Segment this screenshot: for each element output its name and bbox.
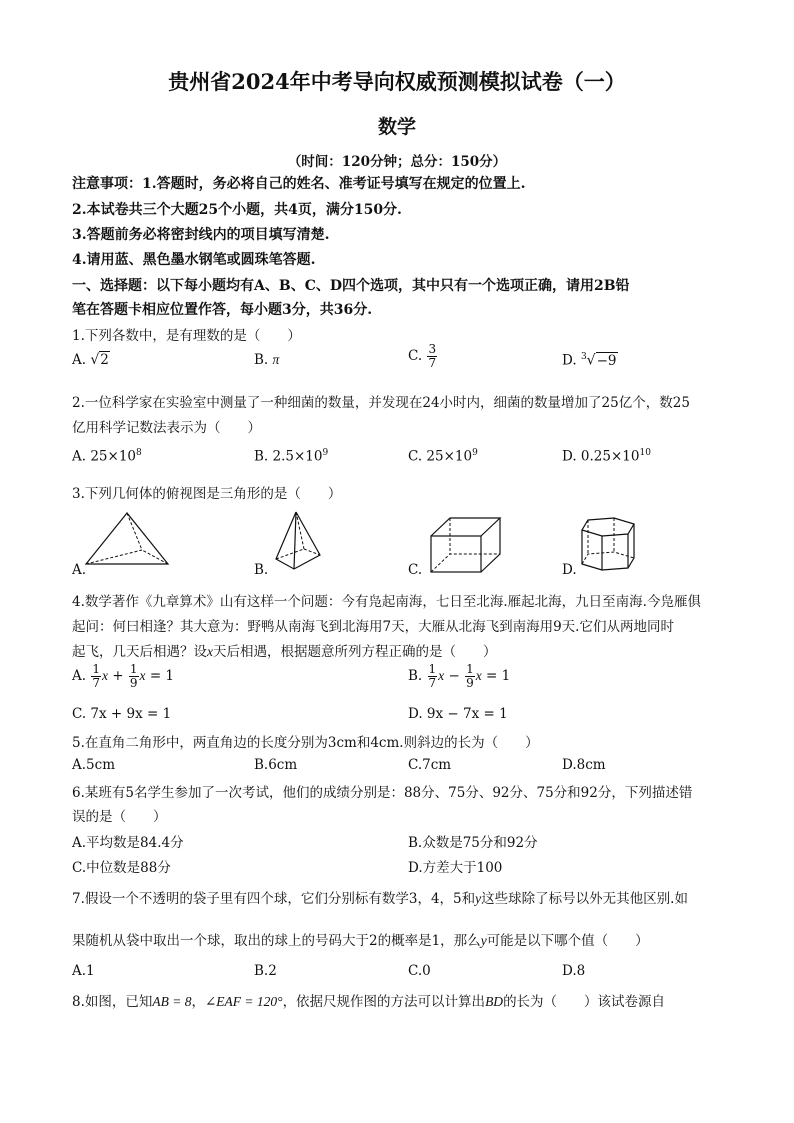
question-7-stem-cont: 果随机从袋中取出一个球，取出的球上的号码大于2的概率是1，那么y可能是以下哪个值（ ） — [72, 933, 649, 949]
q7-option-c: C.0 — [408, 963, 431, 979]
q1-option-a: A. √2 — [72, 352, 109, 368]
note-line: 4.请用蓝、黑色墨水钢笔或圆珠笔答题. — [72, 252, 316, 268]
q3-label-d: D. — [562, 562, 577, 578]
q6-option-c: C.中位数是88分 — [72, 860, 171, 876]
figure-cuboid — [428, 514, 508, 576]
q4-option-b: B. $\frac{1}{7}$ x − $\frac{1}{9}$ x = 1 — [408, 662, 511, 690]
q4-option-a: A. $\frac{1}{7}$ x + $\frac{1}{9}$ x = 1 — [72, 662, 175, 690]
section-heading: 一、选择题：以下每小题均有A、B、C、D四个选项，其中只有一个选项正确，请用2B铅 — [72, 278, 630, 294]
q2-option-a: A. $25\times 10^8$ — [72, 448, 142, 465]
note-line: 注意事项：1.答题时，务必将自己的姓名、准考证号填写在规定的位置上. — [72, 176, 526, 192]
figure-hexagonal-prism — [578, 516, 640, 576]
question-4-stem: 4.数学著作《九章算术》山有这样一个问题：今有凫起南海，七日至北海.雁起北海，九日至南海.今凫雁俱 — [72, 594, 701, 610]
q5-option-b: B.6cm — [254, 757, 298, 773]
question-8-stem: 8.如图，已知AB = 8，∠EAF = 120°，依据尺规作图的方法可以计算出BD的长为（ ）该试卷源自 — [72, 994, 666, 1010]
fraction: $\frac{3}{7}$ — [428, 342, 437, 370]
exam-title: 贵州省2024年中考导向权威预测模拟试卷（一） — [168, 69, 626, 94]
question-2-stem: 2.一位科学家在实验室中测量了一种细菌的数量，并发现在24小时内，细菌的数量增加了25亿个，数25 — [72, 395, 690, 411]
question-2-stem-cont: 亿用科学记数法表示为（ ） — [72, 420, 261, 436]
sqrt-radicand: 2 — [100, 352, 109, 368]
q5-option-c: C.7cm — [408, 757, 452, 773]
q2-option-c: C. $25\times 10^9$ — [408, 448, 478, 465]
subject-heading: 数学 — [377, 116, 416, 138]
q4-option-d: D. 9x − 7x = 1 — [408, 706, 508, 722]
question-6-stem-cont: 误的是（ ） — [72, 809, 167, 825]
note-line: 3.答题前务必将密封线内的项目填写清楚. — [72, 227, 330, 243]
q7-option-d: D.8 — [562, 963, 586, 979]
question-1-stem: 1.下列各数中，是有理数的是（ ） — [72, 328, 301, 344]
q5-option-a: A.5cm — [72, 757, 115, 773]
question-7-stem: 7.假设一个不透明的袋子里有四个球，它们分别标有数学3，4，5和y这些球除了标号以外无其他区别.如 — [72, 891, 688, 907]
option-label: C. — [408, 348, 423, 364]
sqrt-radicand: −9 — [596, 352, 617, 369]
figure-square-pyramid — [268, 509, 328, 577]
q6-option-b: B.众数是75分和92分 — [408, 835, 538, 851]
question-4-stem-cont: 起问：何曰相逢？其大意为：野鸭从南海飞到北海用7天，大雁从北海飞到南海用9天.它们从两地同时 — [72, 619, 674, 635]
q2-option-d: D. $0.25\times 10^{10}$ — [562, 448, 651, 465]
option-label: B. — [254, 352, 269, 368]
q5-option-d: D.8cm — [562, 757, 606, 773]
q6-option-d: D.方差大于100 — [408, 860, 503, 876]
q3-label-a: A. — [72, 562, 87, 578]
q6-option-a: A.平均数是84.4分 — [72, 835, 184, 851]
question-6-stem: 6.某班有5名学生参加了一次考试，他们的成绩分别是：88分、75分、92分、75分和92分，下列描述错 — [72, 785, 693, 801]
question-3-stem: 3.下列几何体的俯视图是三角形的是（ ） — [72, 486, 342, 502]
note-line: 2.本试卷共三个大题25个小题，共4页，满分150分. — [72, 202, 402, 218]
q7-option-a: A.1 — [72, 963, 95, 979]
q1-option-c — [408, 343, 438, 370]
option-label: D. — [562, 352, 577, 369]
q1-option-d: D. $^3$√−9 — [562, 352, 617, 369]
question-4-stem-cont: 起飞，几天后相遇？设x天后相遇，根据题意所列方程正确的是（ ） — [72, 644, 497, 660]
root-index: 3 — [580, 352, 587, 362]
option-label: A. — [72, 352, 87, 368]
q3-label-b: B. — [254, 562, 269, 578]
q3-label-c: C. — [408, 562, 423, 578]
section-heading-cont: 笔在答题卡相应位置作答，每小题3分，共36分. — [72, 302, 373, 318]
q2-option-b: B. $2.5\times 10^9$ — [254, 448, 329, 465]
time-info: （时间：120分钟；总分：150分） — [287, 154, 507, 170]
q1-option-b — [254, 352, 279, 368]
figure-triangular-pyramid — [82, 510, 172, 572]
question-5-stem: 5.在直角二角形中，两直角边的长度分别为3cm和4cm.则斜边的长为（ ） — [72, 735, 539, 751]
q7-option-b: B.2 — [254, 963, 277, 979]
q4-option-c: C. 7x + 9x = 1 — [72, 706, 172, 722]
option-value: π — [272, 352, 280, 367]
